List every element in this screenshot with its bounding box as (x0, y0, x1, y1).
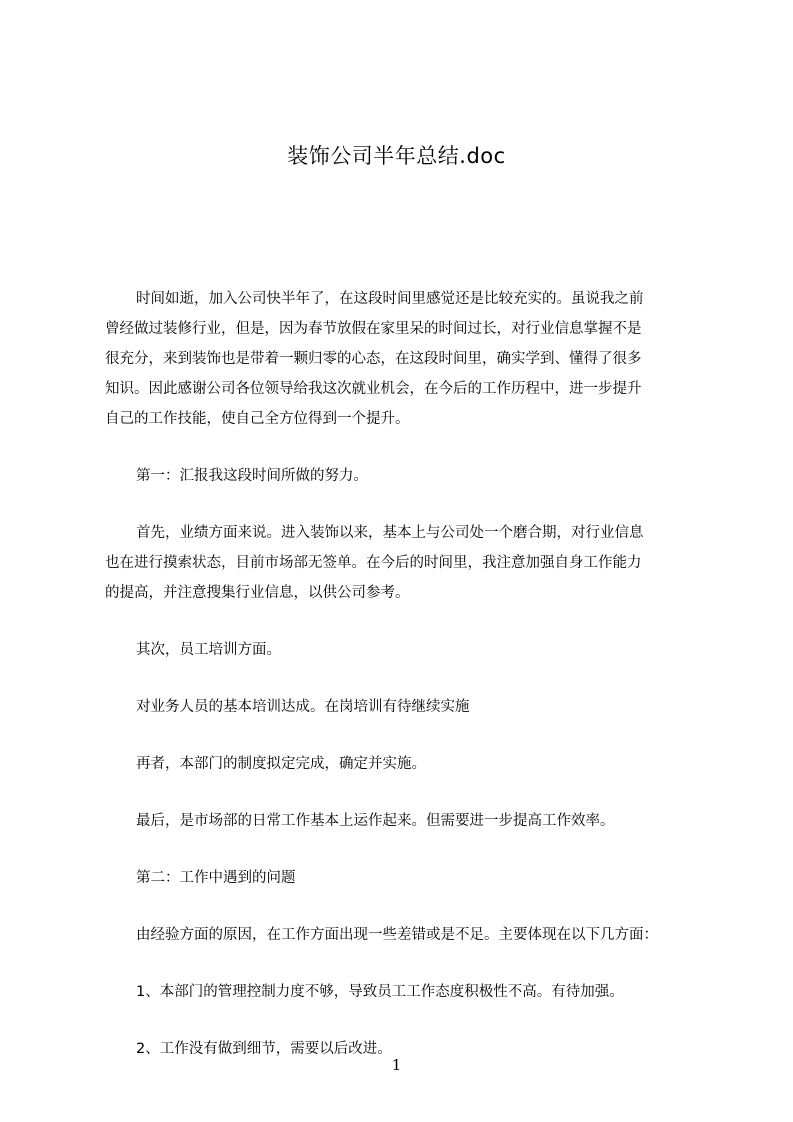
paragraph-daily-work (105, 806, 700, 836)
text-line: 第二：工作中遇到的问题 (136, 870, 296, 886)
text-line: 的提高，并注意搜集行业信息，以供公司参考。 (105, 585, 410, 601)
text-line: 由经验方面的原因，在工作方面出现一些差错或是不足。主要体现在以下几方面： (136, 927, 658, 943)
paragraph-training-detail (105, 692, 700, 722)
paragraph-policy (105, 749, 700, 779)
text-line: 第一：汇报我这段时间所做的努力。 (136, 468, 368, 484)
section-heading-efforts (105, 461, 700, 491)
text-line: 再者，本部门的制度拟定完成，确定并实施。 (136, 756, 426, 772)
paragraph-intro (105, 284, 700, 434)
text-line: 知识。因此感谢公司各位领导给我这次就业机会，在今后的工作历程中，进一步提升 (105, 381, 642, 397)
text-line: 最后，是市场部的日常工作基本上运作起来。但需要进一步提高工作效率。 (136, 813, 615, 829)
text-line: 时间如逝，加入公司快半年了，在这段时间里感觉还是比较充实的。虽说我之前 (136, 291, 644, 307)
document-body (105, 284, 700, 1091)
list-item-1 (105, 977, 700, 1007)
text-line: 对业务人员的基本培训达成。在岗培训有待继续实施 (136, 699, 470, 715)
section-heading-problems (105, 863, 700, 893)
paragraph-problems-intro (105, 920, 700, 950)
page-number: 1 (391, 1056, 402, 1074)
document-title: 装饰公司半年总结.doc (287, 144, 506, 168)
text-line: 很充分，来到装饰也是带着一颗归零的心态，在这段时间里，确实学到、懂得了很多 (105, 351, 642, 367)
paragraph-performance (105, 518, 700, 608)
text-line: 1、本部门的管理控制力度不够，导致员工工作态度积极性不高。有待加强。 (136, 984, 624, 1000)
text-line: 自己的工作技能，使自己全方位得到一个提升。 (105, 411, 410, 427)
text-line: 曾经做过装修行业，但是，因为春节放假在家里呆的时间过长，对行业信息掌握不是 (105, 321, 642, 337)
text-line: 其次，员工培训方面。 (136, 642, 281, 658)
text-line: 首先，业绩方面来说。进入装饰以来，基本上与公司处一个磨合期，对行业信息 (136, 525, 644, 541)
text-line: 2、工作没有做到细节，需要以后改进。 (136, 1041, 392, 1057)
paragraph-training-heading (105, 635, 700, 665)
text-line: 也在进行摸索状态，目前市场部无签单。在今后的时间里，我注意加强自身工作能力 (105, 555, 642, 571)
